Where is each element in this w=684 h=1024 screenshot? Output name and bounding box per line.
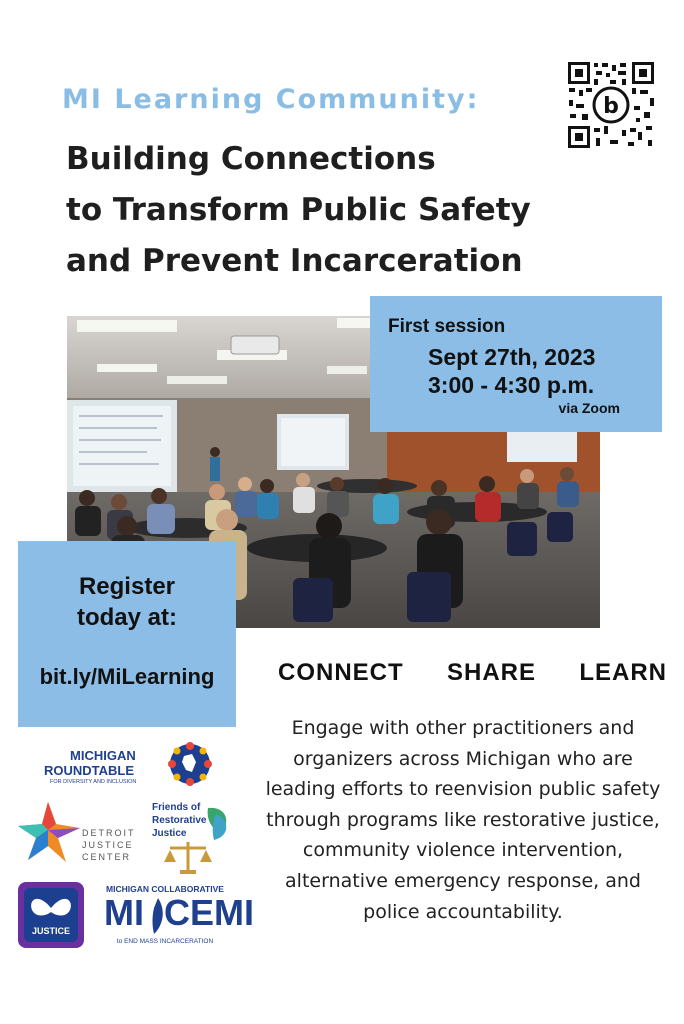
detroit-line2: JUSTICE xyxy=(82,840,134,850)
register-heading xyxy=(18,571,236,633)
cemi-bottom: to END MASS INCARCERATION xyxy=(116,938,214,945)
kicker-title: MI Learning Community: xyxy=(62,84,480,115)
headline-line: to Transform Public Safety xyxy=(66,192,531,228)
session-time: 3:00 - 4:30 p.m. xyxy=(428,372,595,398)
register-link[interactable]: bit.ly/MiLearning xyxy=(39,664,215,689)
session-info-box xyxy=(370,296,662,432)
michigan-collaborative-cemi-logo xyxy=(100,884,254,948)
friends-line1: Friends of xyxy=(152,802,201,813)
scales-leaf-icon xyxy=(150,798,240,878)
friends-line2: Restorative xyxy=(152,815,207,826)
session-platform: via Zoom xyxy=(558,400,620,416)
headline-line: and Prevent Incarceration xyxy=(66,243,523,279)
michigan-roundtable-logo xyxy=(42,742,222,790)
friends-of-restorative-justice-logo xyxy=(150,798,240,878)
session-date: Sept 27th, 2023 xyxy=(428,344,596,370)
register-box xyxy=(18,541,236,727)
description-text: Engage with other practitioners and organizers across Michigan who are leading efforts to reenvision public safety through programs like restorative justice, community violence intervention, alternative emergency response, and police accountability. xyxy=(265,717,661,923)
cemi-left: MI xyxy=(104,892,144,933)
register-line: today at: xyxy=(76,604,177,631)
tagline: CONNECT SHARE LEARN xyxy=(278,659,668,686)
detroit-line1: DETROIT xyxy=(82,828,136,838)
roundtable-line1: MICHIGAN xyxy=(70,748,136,763)
friends-line3: Justice xyxy=(152,828,187,839)
detroit-justice-center-logo xyxy=(18,800,134,864)
page-title xyxy=(66,134,536,287)
headline-line: Building Connections xyxy=(66,141,436,177)
cemi-right: CEMI xyxy=(164,892,254,933)
register-line: Register xyxy=(78,573,176,600)
svg-text:b: b xyxy=(603,94,619,119)
qr-code-icon xyxy=(566,60,656,150)
detroit-line3: CENTER xyxy=(82,852,132,862)
cemi-top: MICHIGAN COLLABORATIVE xyxy=(106,884,224,894)
star-mark-icon xyxy=(18,800,82,864)
justice-badge-text: JUSTICE xyxy=(31,926,70,936)
justice-badge-logo xyxy=(18,882,84,948)
roundtable-line2: ROUNDTABLE xyxy=(44,763,135,778)
roundtable-line3: FOR DIVERSITY AND INCLUSION xyxy=(50,779,137,785)
session-label: First session xyxy=(388,316,506,337)
butterfly-icon xyxy=(18,882,84,948)
qr-code[interactable] xyxy=(566,60,656,150)
